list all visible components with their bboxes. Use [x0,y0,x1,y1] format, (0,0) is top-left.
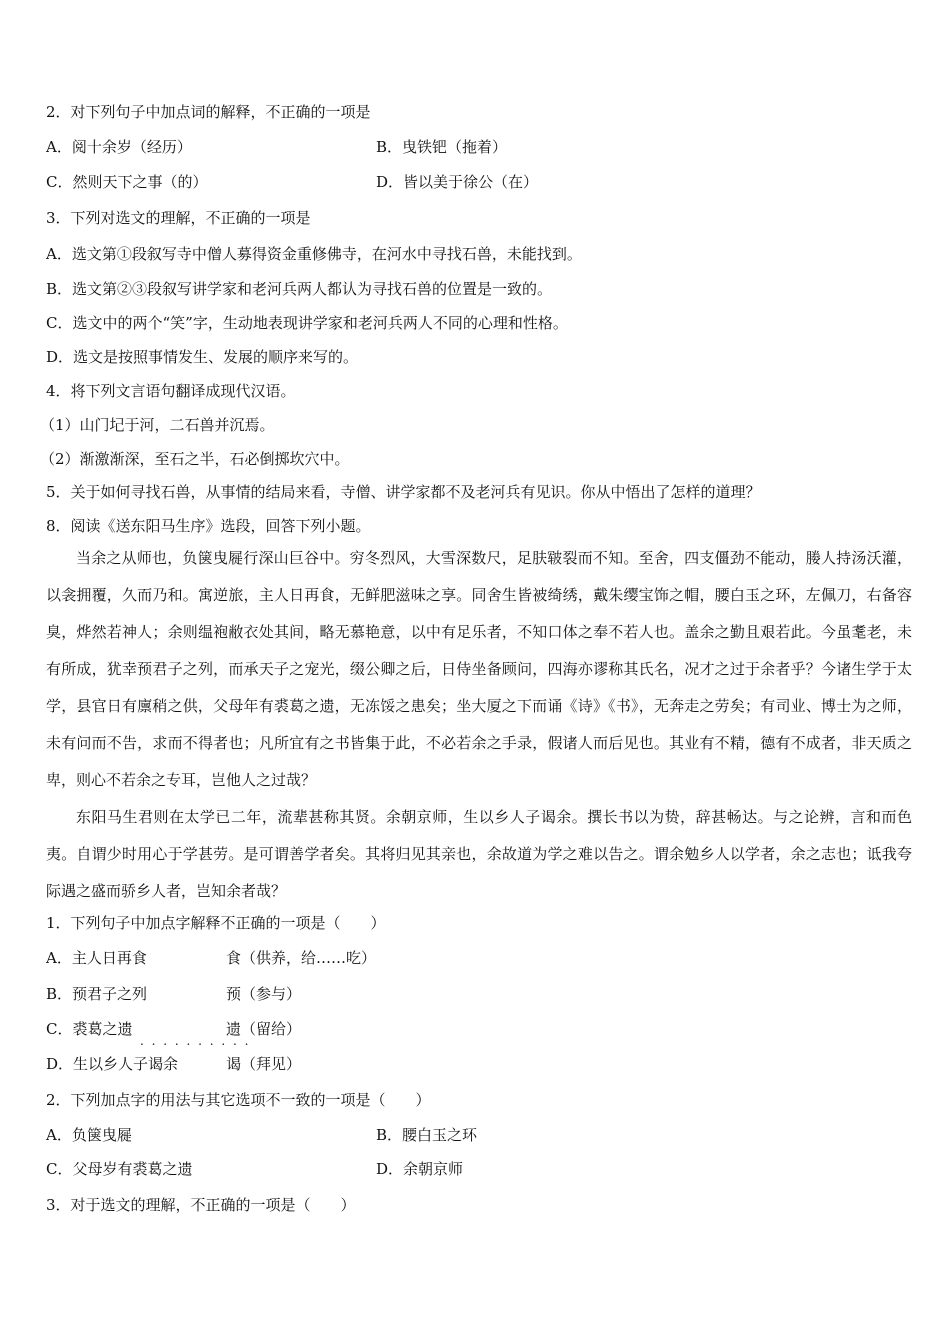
subquestion-1-option-c-gloss: 遗（留给） [226,1020,302,1038]
subquestion-2-option-d: D．余朝京师 [376,1160,464,1178]
subquestion-1-option-b-gloss: 预（参与） [226,985,302,1003]
passage-paragraph-1: 当余之从师也，负箧曳屣行深山巨谷中。穷冬烈风，大雪深数尺，足肤皲裂而不知。至舍，四支僵劲不能动，媵人持汤沃灌，以衾拥覆，久而乃和。寓逆旅，主人日再食，无鲜肥滋味之享。同舍生皆被绮绣，戴朱缨宝饰之帽，腰白玉之环，左佩刀，右备容臭，烨然若神人；余则缊袍敝衣处其间，略无慕艳意，以中有足乐者，不知口体之奉不若人也。盖余之勤且艰若此。今虽耄老，未有所成，犹幸预君子之列，而承天子之宠光，缀公卿之后，日侍坐备顾问，四海亦谬称其氏名，况才之过于余者乎？今诸生学于太学，县官日有廪稍之供，父母年有裘葛之遗，无冻馁之患矣；坐大厦之下而诵《诗》《书》，无奔走之劳矣；有司业、博士为之师，未有问而不告，求而不得者也；凡所宜有之书皆集于此，不必若余之手录，假诸人而后见也。其业有不精，德有不成者，非天质之卑，则心不若余之专耳，岂他人之过哉？ [46,549,912,789]
subquestion-1-option-c: C．裘葛之遗 [46,1020,133,1038]
question-2-option-a: A．阅十余岁（经历） [46,138,192,156]
passage-paragraph-2: 东阳马生君则在太学已二年，流辈甚称其贤。余朝京师，生以乡人子谒余。撰长书以为贽，辞甚畅达。与之论辨，言和而色夷。自谓少时用心于学甚劳。是可谓善学者矣。其将归见其亲也，余故道为学之难以告之。谓余勉乡人以学者，余之志也；诋我夸际遇之盛而骄乡人者，岂知余者哉？ [46,808,912,900]
question-3-option-a: A．选文第①段叙写寺中僧人募得资金重修佛寺，在河水中寻找石兽，未能找到。 [46,245,582,263]
question-4-sentence-2: （2）渐激渐深，至石之半，石必倒掷坎穴中。 [40,450,350,468]
question-3-option-d: D．选文是按照事情发生、发展的顺序来写的。 [46,348,359,366]
subquestion-2-option-b: B．腰白玉之环 [376,1126,478,1144]
question-4-stem: 4．将下列文言语句翻译成现代汉语。 [46,382,296,400]
subquestion-2-option-c: C．父母岁有裘葛之遗 [46,1160,193,1178]
passage-intro: 8．阅读《送东阳马生序》选段，回答下列小题。 [46,517,371,535]
subquestion-2-stem: 2．下列加点字的用法与其它选项不一致的一项是（ ） [46,1091,431,1109]
emphasis-dots: . . . . . . . . . . [140,1034,251,1048]
subquestion-1-option-a-gloss: 食（供养，给……吃） [226,949,377,967]
question-4-sentence-1: （1）山门圮于河，二石兽并沉焉。 [40,416,275,434]
subquestion-1-option-b: B．预君子之列 [46,985,148,1003]
subquestion-2-option-a: A．负箧曳屣 [46,1126,132,1144]
question-2-option-b: B．曳铁钯（拖着） [376,138,508,156]
question-3-option-c: C．选文中的两个“笑”字，生动地表现讲学家和老河兵两人不同的心理和性格。 [46,314,568,332]
subquestion-1-stem: 1．下列句子中加点字解释不正确的一项是（ ） [46,914,386,932]
question-2-option-d: D．皆以美于徐公（在） [376,173,539,191]
question-5-stem: 5．关于如何寻找石兽，从事情的结局来看，寺僧、讲学家都不及老河兵有见识。你从中悟出了怎样的道理？ [46,483,761,501]
question-3-stem: 3．下列对选文的理解，不正确的一项是 [46,209,311,227]
question-2-stem: 2．对下列句子中加点词的解释，不正确的一项是 [46,103,371,121]
subquestion-1-option-d: D．生以乡人子谒余 [46,1055,179,1073]
question-2-option-c: C．然则天下之事（的） [46,173,208,191]
subquestion-3-stem: 3．对于选文的理解，不正确的一项是（ ） [46,1196,356,1214]
subquestion-1-option-a: A．主人日再食 [46,949,147,967]
subquestion-1-option-d-gloss: 谒（拜见） [226,1055,302,1073]
question-3-option-b: B．选文第②③段叙写讲学家和老河兵两人都认为寻找石兽的位置是一致的。 [46,280,553,298]
